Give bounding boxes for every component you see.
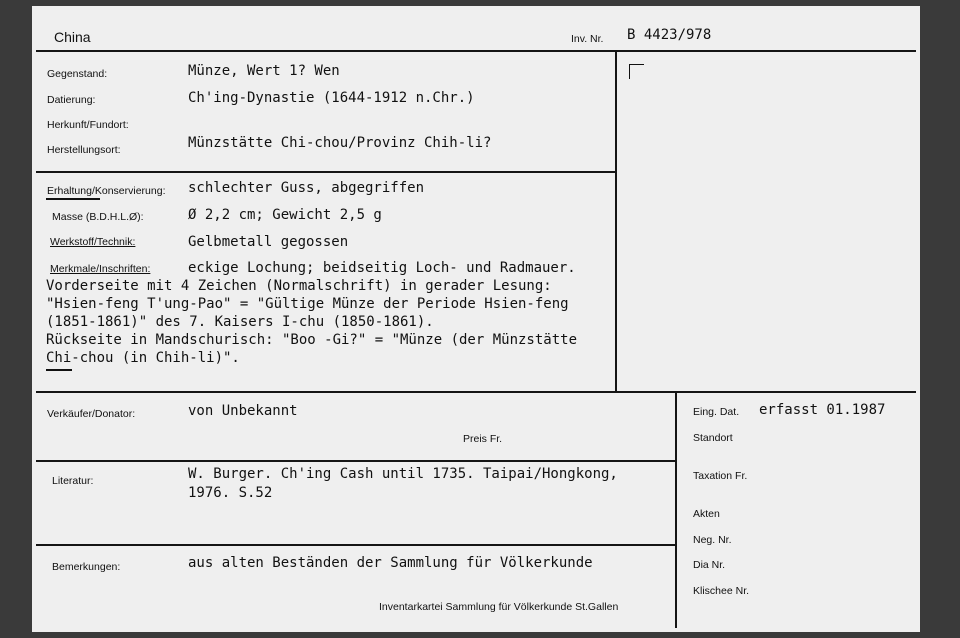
bemerkungen-value: aus alten Beständen der Sammlung für Völkerkunde: [188, 555, 593, 571]
herkunft-label: Herkunft/Fundort:: [47, 119, 129, 131]
verkaeufer-label: Verkäufer/Donator:: [47, 408, 136, 420]
gegenstand-label: Gegenstand:: [47, 68, 108, 80]
section-divider-1: [36, 171, 616, 173]
literatur-line-2: 1976. S.52: [188, 485, 273, 501]
footer-imprint: Inventarkartei Sammlung für Völkerkunde St.Gallen: [379, 601, 619, 613]
vertical-divider-top: [615, 52, 617, 392]
werkstoff-label: Werkstoff/Technik:: [50, 236, 136, 248]
werkstoff-value: Gelbmetall gegossen: [188, 234, 349, 250]
masse-label: Masse (B.D.H.L.Ø):: [52, 211, 144, 223]
gegenstand-value: Münze, Wert 1? Wen: [188, 63, 340, 79]
herstellungsort-value: Münzstätte Chi-chou/Provinz Chih-li?: [188, 135, 492, 151]
datierung-label: Datierung:: [47, 94, 96, 106]
merkmale-line-2: Vorderseite mit 4 Zeichen (Normalschrift) in gerader Lesung:: [46, 278, 552, 294]
erhaltung-value: schlechter Guss, abgegriffen: [188, 180, 425, 196]
inv-nr-value: B 4423/978: [627, 27, 712, 43]
datierung-value: Ch'ing-Dynastie (1644-1912 n.Chr.): [188, 90, 475, 106]
dia-nr-label: Dia Nr.: [693, 559, 726, 571]
erhaltung-underline: [46, 198, 100, 200]
vertical-divider-bottom: [675, 392, 677, 628]
merkmale-line-6: Chi-chou (in Chih-li)".: [46, 350, 240, 366]
chi-underline: [46, 369, 72, 371]
eing-dat-value: erfasst 01.1987: [759, 402, 886, 418]
inv-nr-label: Inv. Nr.: [571, 33, 604, 45]
country-label: China: [54, 29, 91, 45]
merkmale-line-1: eckige Lochung; beidseitig Loch- und Radmauer.: [188, 260, 576, 276]
section-divider-2: [36, 391, 916, 393]
herstellungsort-label: Herstellungsort:: [47, 144, 121, 156]
header-divider: [36, 50, 916, 52]
verkaeufer-value: von Unbekannt: [188, 403, 298, 419]
masse-value: Ø 2,2 cm; Gewicht 2,5 g: [188, 207, 382, 223]
section-divider-4: [36, 544, 676, 546]
literatur-label: Literatur:: [52, 475, 94, 487]
merkmale-line-4: (1851-1861)" des 7. Kaisers I-chu (1850-1861).: [46, 314, 434, 330]
neg-nr-label: Neg. Nr.: [693, 534, 732, 546]
standort-label: Standort: [693, 432, 733, 444]
corner-mark-icon: [629, 64, 644, 79]
akten-label: Akten: [693, 508, 720, 520]
taxation-label: Taxation Fr.: [693, 470, 748, 482]
eing-dat-label: Eing. Dat.: [693, 406, 740, 418]
section-divider-3: [36, 460, 676, 462]
erhaltung-label: Erhaltung/Konservierung:: [47, 185, 166, 197]
literatur-line-1: W. Burger. Ch'ing Cash until 1735. Taipai/Hongkong,: [188, 466, 618, 482]
bemerkungen-label: Bemerkungen:: [52, 561, 121, 573]
preis-label: Preis Fr.: [463, 433, 503, 445]
merkmale-line-3: "Hsien-feng T'ung-Pao" = "Gültige Münze der Periode Hsien-feng: [46, 296, 569, 312]
klischee-nr-label: Klischee Nr.: [693, 585, 750, 597]
merkmale-label: Merkmale/Inschriften:: [50, 263, 151, 275]
merkmale-line-5: Rückseite in Mandschurisch: "Boo -Gi?" = "Münze (der Münzstätte: [46, 332, 578, 348]
